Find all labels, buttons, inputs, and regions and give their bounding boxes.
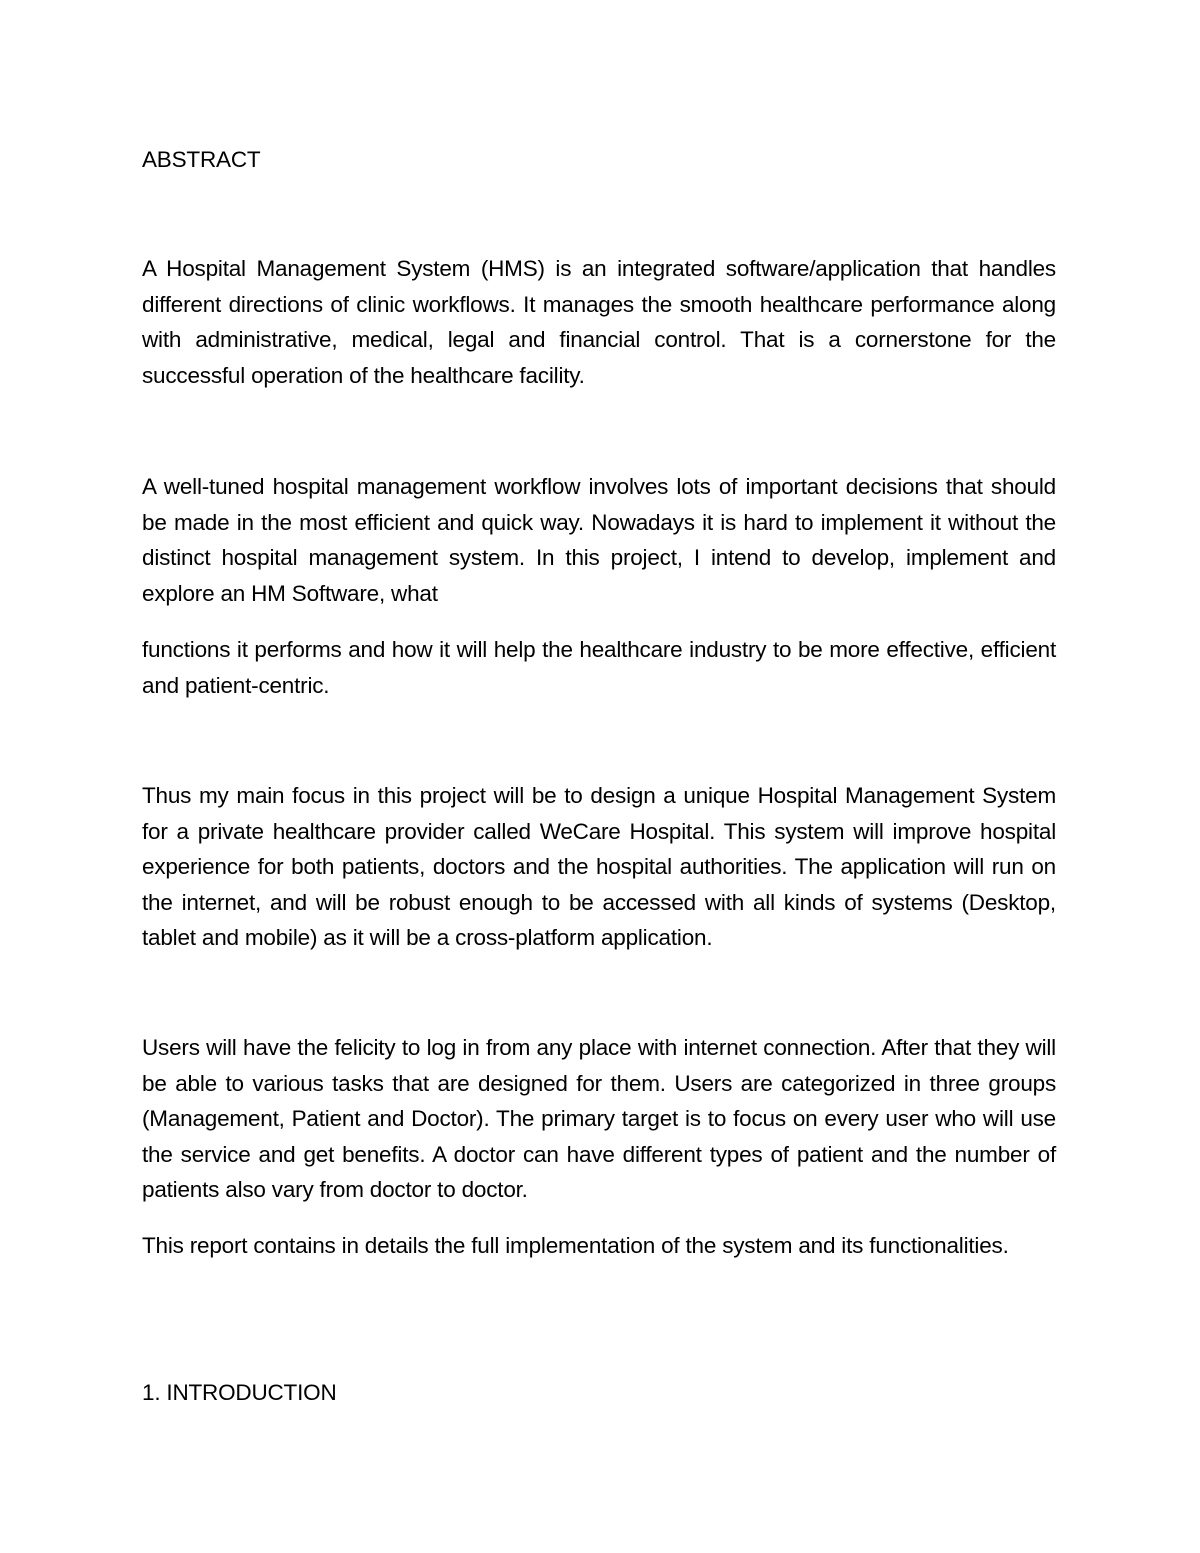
abstract-heading: ABSTRACT <box>142 147 261 172</box>
paragraph-hms-definition: A Hospital Management System (HMS) is an integrated software/application that handles different directions of clinic workflows. It manages the smooth healthcare performance along with administrative, medical, legal and financial control. That is a cornerstone for the successful operation of the healthcare facility. <box>142 256 1056 388</box>
paragraph-workflow: A well-tuned hospital management workflow involves lots of important decisions that should be made in the most efficient and quick way. Nowadays it is hard to implement it without the distinct hospital management system. In this project, I intend to develop, implement and explore an HM Software, what <box>142 474 1056 606</box>
introduction-heading: 1. INTRODUCTION <box>142 1380 337 1405</box>
paragraph-main-focus: Thus my main focus in this project will be to design a unique Hospital Management System for a private healthcare provider called WeCare Hospital. This system will improve hospital experience for both patients, doctors and the hospital authorities. The application will run on the internet, and will be robust enough to be accessed with all kinds of systems (Desktop, tablet and mobile) as it will be a cross-platform application. <box>142 783 1056 950</box>
paragraph-users: Users will have the felicity to log in from any place with internet connection. After that they will be able to various tasks that are designed for them. Users are categorized in three groups (Management, Patient and Doctor). The primary target is to focus on every user who will use the service and get benefits. A doctor can have different types of patient and the number of patients also vary from doctor to doctor. <box>142 1035 1056 1202</box>
paragraph-functions: functions it performs and how it will help the healthcare industry to be more effective, efficient and patient-centric. <box>142 637 1056 698</box>
paragraph-report-contents: This report contains in details the full implementation of the system and its functionalities. <box>142 1233 1009 1258</box>
